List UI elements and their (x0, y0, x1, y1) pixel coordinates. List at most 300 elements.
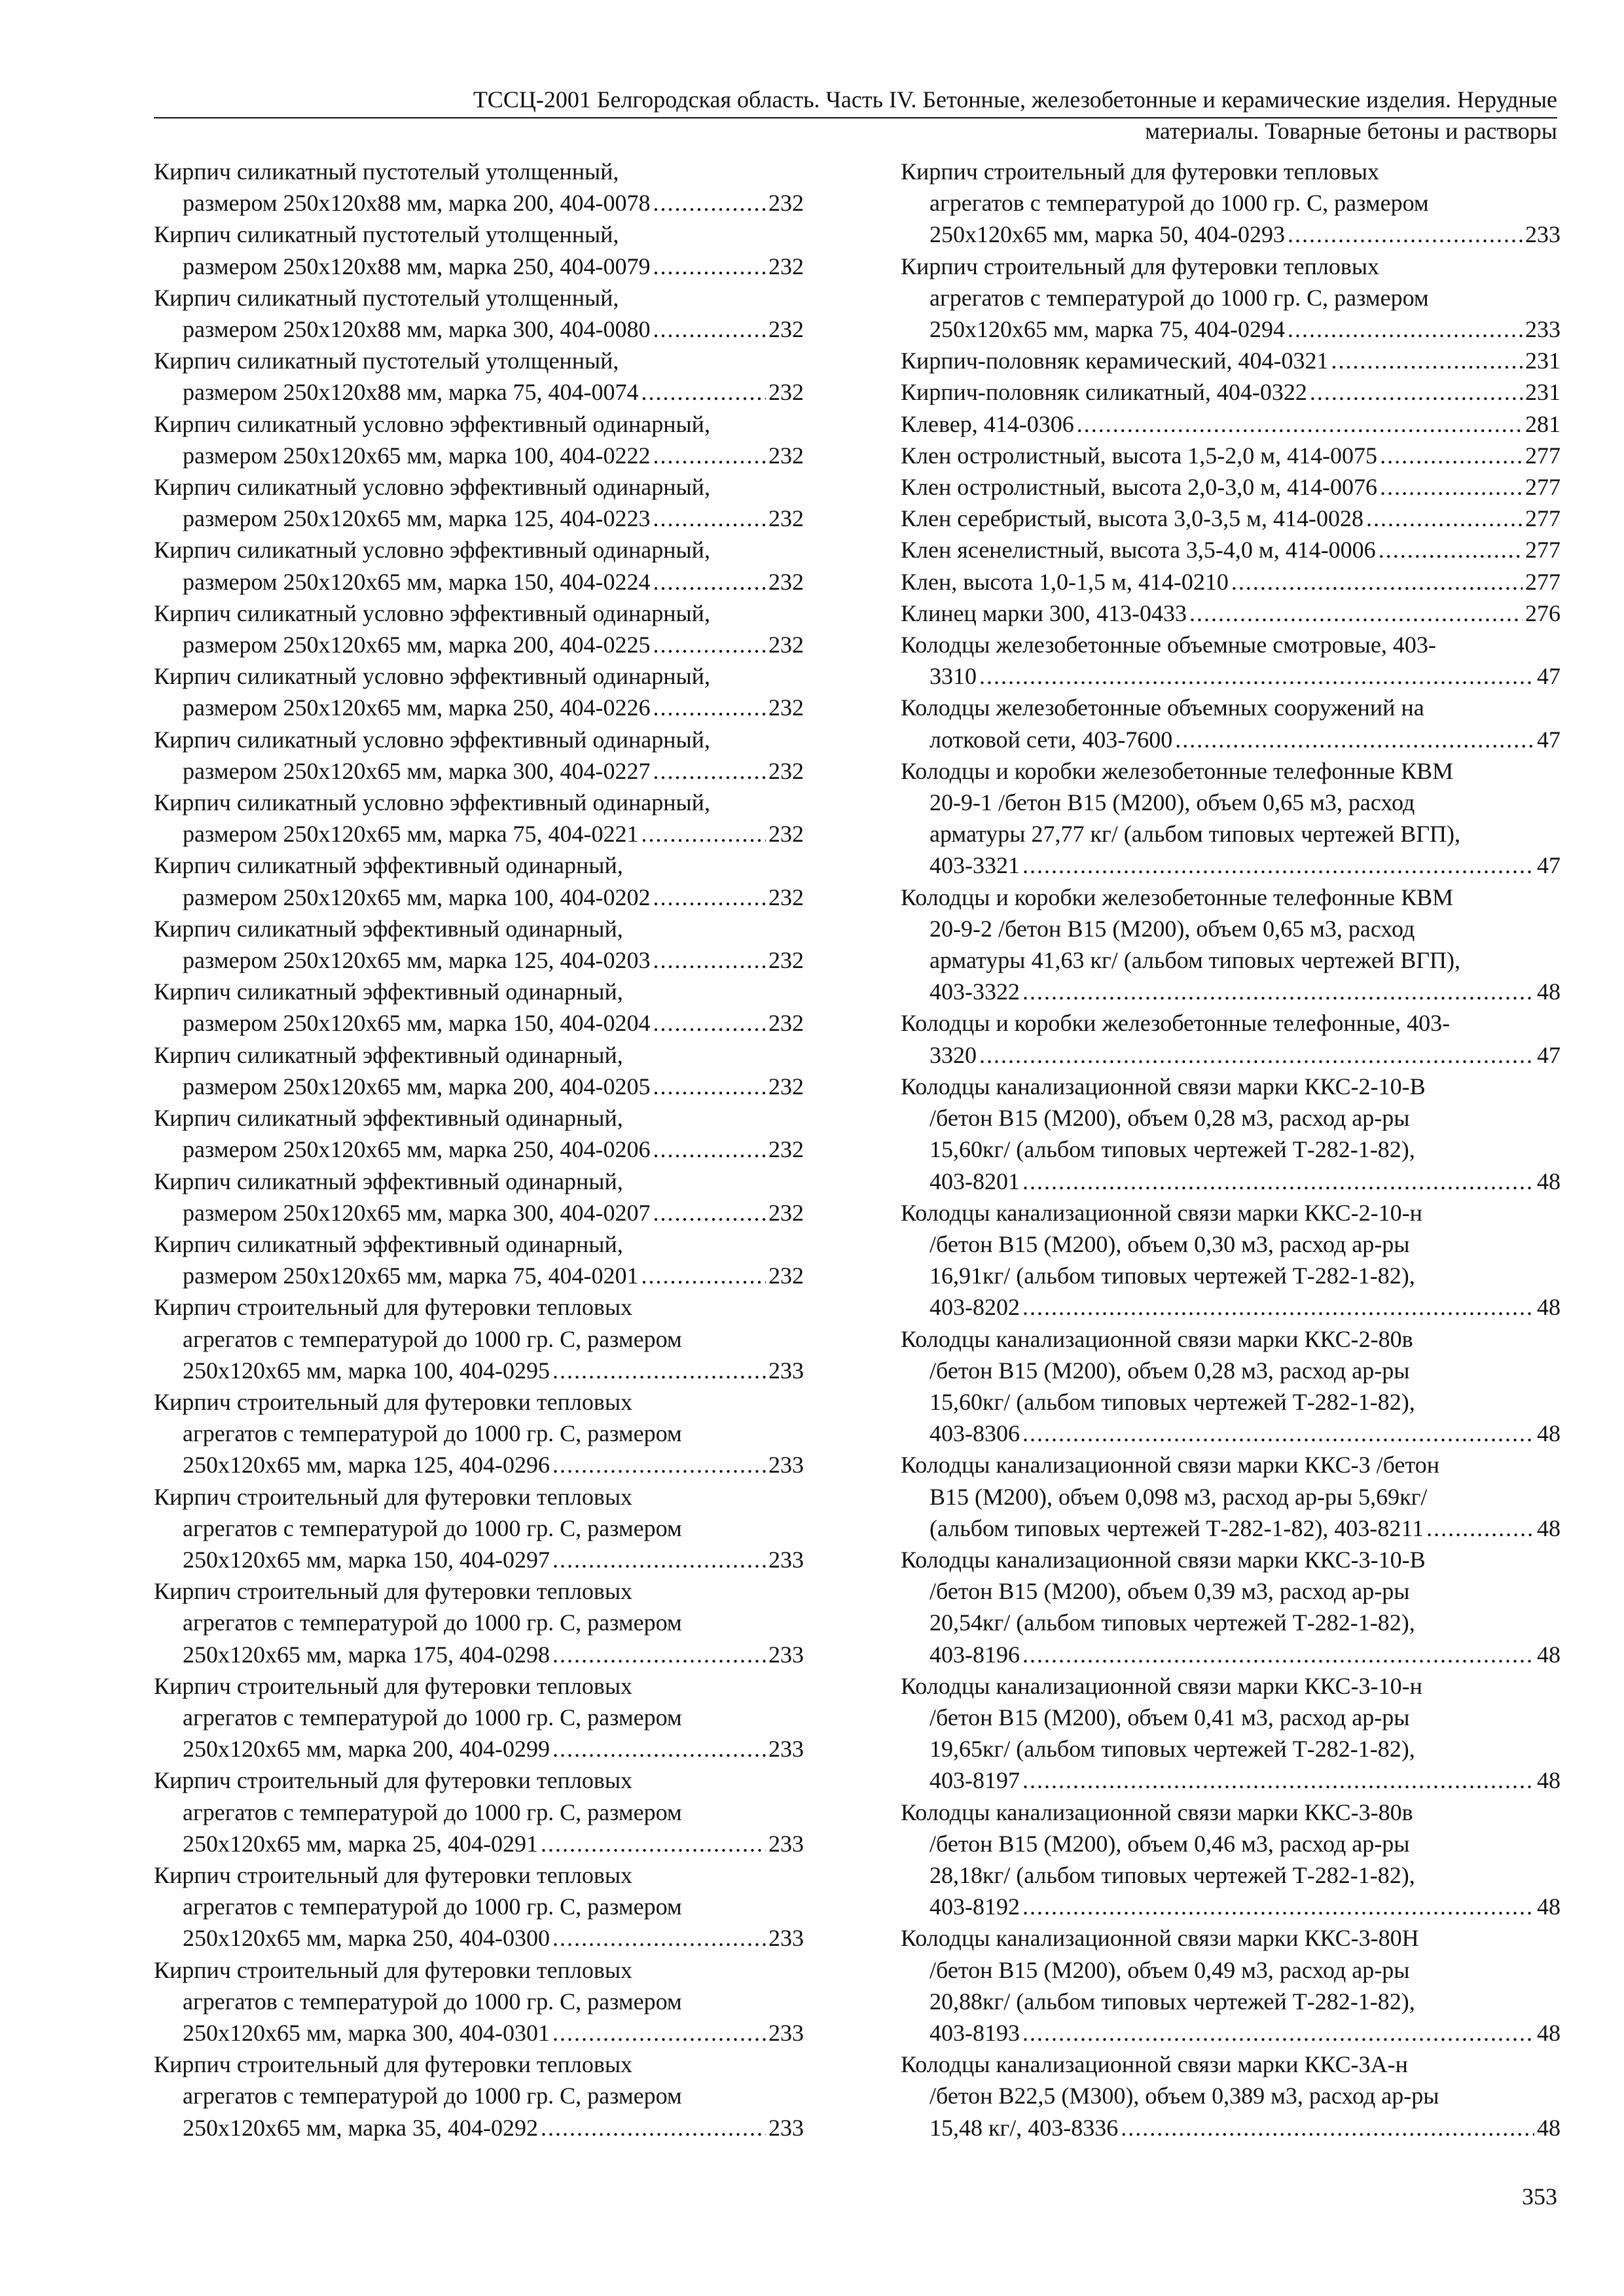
leader-dots (552, 1733, 766, 1765)
leader-dots (541, 1828, 766, 1859)
index-entry-last-line (901, 1418, 1561, 1449)
index-entry (154, 913, 804, 976)
index-entry (901, 1544, 1561, 1670)
index-entry-page-ref: 48 (1537, 1420, 1561, 1447)
index-entry-line: Кирпич строительный для футеровки тепловых (154, 1388, 633, 1415)
index-entry (154, 1102, 804, 1165)
index-entry (901, 1007, 1561, 1070)
index-entry-line: 16,91кг/ (альбом типовых чертежей Т-282-1-82), (929, 1263, 1415, 1289)
index-entry-line: агрегатов с температурой до 1000 гр. С, размером (183, 2083, 682, 2109)
index-entry-line: Колодцы железобетонные объемные смотровые, 403- (901, 632, 1436, 658)
index-entry-text: размером 250х120х65 мм, марка 250, 404-0206 (183, 1136, 651, 1163)
index-entry-text: 3310 (929, 663, 977, 690)
index-entry-text: 403-8197 (929, 1767, 1020, 1794)
index-entry-page-ref: 281 (1525, 410, 1561, 437)
index-entry-page-ref: 232 (768, 379, 804, 406)
index-entry-last-line (901, 724, 1561, 755)
index-entry-line: Колодцы канализационной связи марки ККС-3А-н (901, 2051, 1408, 2078)
index-entry-line: Кирпич силикатный пустотелый утолщенный, (154, 348, 619, 374)
index-entry-page-ref: 233 (768, 1830, 804, 1857)
index-entry-text: Клен, высота 1,0-1,5 м, 414-0210 (901, 568, 1229, 595)
index-entry-text: размером 250х120х65 мм, марка 100, 404-0222 (183, 442, 651, 469)
index-entry-line: Кирпич силикатный эффективный одинарный, (154, 1041, 623, 1068)
index-entry-page-ref: 231 (1525, 379, 1561, 406)
index-entry (154, 156, 804, 219)
index-entry (154, 1859, 804, 1954)
header-rule (154, 117, 1557, 118)
index-entry-text: размером 250х120х88 мм, марка 200, 404-0078 (183, 190, 651, 217)
leader-dots (1077, 408, 1523, 440)
index-entry-line: Колодцы канализационной связи марки ККС-3-80в (901, 1799, 1413, 1825)
index-entry (154, 787, 804, 850)
index-entry (154, 345, 804, 408)
index-entry-line: Кирпич силикатный условно эффективный одинарный, (154, 726, 710, 753)
index-entry-page-ref: 233 (1525, 221, 1561, 248)
index-entry-text: размером 250х120х65 мм, марка 125, 404-0223 (183, 505, 651, 532)
index-entry (901, 1797, 1561, 1923)
index-entry-line: Колодцы канализационной связи марки ККС-2-10-В (901, 1073, 1426, 1100)
leader-dots (1331, 345, 1523, 376)
index-entry-text: размером 250х120х88 мм, марка 250, 404-0079 (183, 253, 651, 279)
index-entry-page-ref: 232 (768, 505, 804, 532)
index-entry (901, 1449, 1561, 1544)
index-entry-line: арматуры 41,63 кг/ (альбом типовых чертежей ВГП), (929, 947, 1461, 974)
index-entry-page-ref: 232 (768, 1199, 804, 1226)
index-entry (901, 1670, 1561, 1797)
index-entry (154, 1481, 804, 1576)
index-entry (154, 1765, 804, 1859)
index-entry-line: Кирпич строительный для футеровки тепловых (901, 253, 1380, 279)
leader-dots (552, 1355, 766, 1386)
index-entry-last-line (901, 440, 1561, 471)
index-entry (154, 660, 804, 723)
index-entry-line: Колодцы и коробки железобетонные телефонные КВМ (901, 757, 1454, 784)
index-entry (154, 850, 804, 912)
index-entry (901, 440, 1561, 471)
leader-dots (653, 629, 766, 660)
index-entry-text: Клинец марки 300, 413-0433 (901, 600, 1187, 626)
index-entry (901, 566, 1561, 598)
leader-dots (1022, 1291, 1534, 1323)
index-entry-text: размером 250х120х65 мм, марка 200, 404-0205 (183, 1073, 651, 1100)
index-entry-text: 250х120х65 мм, марка 300, 404-0301 (183, 2019, 550, 2046)
index-entry-line: Кирпич силикатный эффективный одинарный, (154, 1230, 623, 1257)
index-entry-page-ref: 233 (768, 2114, 804, 2141)
index-entry-last-line (154, 1134, 804, 1165)
leader-dots (653, 882, 766, 913)
index-entry-page-ref: 233 (768, 1925, 804, 1952)
index-entry (154, 282, 804, 345)
index-entry-line: Колодцы канализационной связи марки ККС-2-10-н (901, 1199, 1422, 1226)
index-entry-text: 250х120х65 мм, марка 75, 404-0294 (929, 316, 1285, 343)
leader-dots (541, 2112, 766, 2144)
leader-dots (1288, 314, 1523, 345)
index-entry-last-line (901, 503, 1561, 534)
index-entry-last-line (154, 1355, 804, 1386)
leader-dots (1022, 1765, 1534, 1796)
index-entry-last-line (901, 2112, 1561, 2144)
index-entry-last-line (154, 1007, 804, 1039)
leader-dots (1022, 1418, 1534, 1449)
index-entry-last-line (901, 1291, 1561, 1323)
index-entry-line: Кирпич силикатный условно эффективный одинарный, (154, 789, 710, 816)
index-entry-page-ref: 277 (1525, 442, 1561, 469)
index-entry-page-ref: 232 (768, 1136, 804, 1163)
index-entry (154, 1954, 804, 2049)
index-entry-line: /бетон В15 (М200), объем 0,30 м3, расход ар-ры (929, 1230, 1410, 1257)
running-header (154, 84, 1557, 147)
index-entry-last-line (154, 1197, 804, 1229)
index-entry-last-line (154, 1260, 804, 1291)
leader-dots (1231, 566, 1523, 598)
index-entry-page-ref: 48 (1537, 1767, 1561, 1794)
index-entry-page-ref: 232 (768, 442, 804, 469)
index-entry-line: Кирпич строительный для футеровки тепловых (154, 1483, 633, 1510)
index-entry-last-line (154, 2112, 804, 2144)
index-entry-last-line (154, 944, 804, 976)
index-entry-text: 250х120х65 мм, марка 150, 404-0297 (183, 1546, 550, 1573)
index-entry-last-line (154, 755, 804, 787)
index-entry-page-ref: 277 (1525, 474, 1561, 501)
index-entry-page-ref: 47 (1537, 1041, 1561, 1068)
page-number: 353 (1522, 2183, 1557, 2210)
index-entry-last-line (901, 976, 1561, 1007)
leader-dots (1366, 503, 1523, 534)
leader-dots (552, 1544, 766, 1575)
index-entry-page-ref: 232 (768, 316, 804, 343)
index-entry-page-ref: 276 (1525, 600, 1561, 626)
leader-dots (979, 660, 1534, 692)
leader-dots (653, 1007, 766, 1039)
index-entry-last-line (154, 376, 804, 408)
index-entry-line: Кирпич силикатный эффективный одинарный, (154, 1168, 623, 1194)
index-entry-line: Кирпич строительный для футеровки тепловых (154, 1767, 633, 1794)
index-entry-page-ref: 232 (768, 1263, 804, 1289)
index-entry-page-ref: 277 (1525, 568, 1561, 595)
leader-dots (653, 187, 766, 219)
index-entry-text: Клен остролистный, высота 2,0-3,0 м, 414-0076 (901, 474, 1378, 501)
index-entry-text: 403-3321 (929, 852, 1020, 879)
index-entry-line: /бетон В15 (М200), объем 0,28 м3, расход ар-ры (929, 1357, 1410, 1384)
index-entry-last-line (901, 1891, 1561, 1922)
index-entry-page-ref: 232 (768, 821, 804, 848)
index-entry-text: лотковой сети, 403-7600 (929, 726, 1173, 753)
index-entry-text: размером 250х120х65 мм, марка 150, 404-0224 (183, 568, 651, 595)
index-entry (901, 345, 1561, 376)
index-entry-page-ref: 277 (1525, 505, 1561, 532)
index-entry-line: агрегатов с температурой до 1000 гр. С, размером (183, 1704, 682, 1731)
index-entry-last-line (154, 440, 804, 471)
index-entry-page-ref: 277 (1525, 537, 1561, 564)
leader-dots (653, 566, 766, 598)
index-entry (901, 376, 1561, 408)
index-entry-line: агрегатов с температурой до 1000 гр. С, размером (183, 1325, 682, 1352)
index-entry-text: Клен серебристый, высота 3,0-3,5 м, 414-0028 (901, 505, 1363, 532)
index-entry-last-line (901, 314, 1561, 345)
index-entry-page-ref: 232 (768, 1010, 804, 1037)
index-entry-page-ref: 48 (1537, 1168, 1561, 1194)
index-entry (901, 629, 1561, 692)
index-entry-page-ref: 47 (1537, 663, 1561, 690)
index-entry (154, 1386, 804, 1481)
leader-dots (653, 1134, 766, 1165)
index-entry (901, 598, 1561, 629)
index-entry-text: размером 250х120х65 мм, марка 200, 404-0225 (183, 632, 651, 658)
index-entry-line: Кирпич силикатный условно эффективный одинарный, (154, 474, 710, 501)
index-entry (901, 1071, 1561, 1197)
index-entry-last-line (901, 1166, 1561, 1197)
index-entry-text: 403-8306 (929, 1420, 1020, 1447)
index-entry-page-ref: 232 (768, 568, 804, 595)
index-entry-line: /бетон В15 (М200), объем 0,46 м3, расход ар-ры (929, 1830, 1410, 1857)
leader-dots (1022, 1166, 1534, 1197)
leader-dots (1380, 440, 1523, 471)
index-entry-last-line (901, 471, 1561, 503)
index-entry (901, 882, 1561, 1008)
index-entry-text: 403-8196 (929, 1641, 1020, 1668)
index-entry-text: размером 250х120х65 мм, марка 250, 404-0226 (183, 694, 651, 721)
index-entry (901, 408, 1561, 440)
index-entry-last-line (154, 1071, 804, 1102)
index-entry-line: Колодцы канализационной связи марки ККС-3-10-В (901, 1546, 1426, 1573)
index-entry (154, 724, 804, 787)
leader-dots (552, 2017, 766, 2049)
index-entry-line: Колодцы канализационной связи марки ККС-2-80в (901, 1325, 1413, 1352)
index-entry (154, 1039, 804, 1102)
index-entry-line: агрегатов с температурой до 1000 гр. С, размером (929, 190, 1429, 217)
index-entry-last-line (154, 2017, 804, 2049)
index-entry-page-ref: 233 (768, 1641, 804, 1668)
index-entry-line: /бетон В15 (М200), объем 0,28 м3, расход ар-ры (929, 1105, 1410, 1132)
index-entry-last-line (901, 408, 1561, 440)
index-entry-line: агрегатов с температурой до 1000 гр. С, размером (183, 1799, 682, 1825)
index-entry (154, 534, 804, 597)
index-entry-line: Колодцы канализационной связи марки ККС-3 /бетон (901, 1452, 1439, 1479)
index-entry-line: Колодцы и коробки железобетонные телефонные КВМ (901, 884, 1454, 910)
index-entry (154, 1166, 804, 1229)
index-entry (154, 1670, 804, 1765)
index-entry (901, 471, 1561, 503)
leader-dots (641, 376, 766, 408)
index-entry (901, 1197, 1561, 1323)
index-entry-text: Кирпич-половняк керамический, 404-0321 (901, 348, 1329, 374)
index-entry-text: 403-8202 (929, 1294, 1020, 1321)
index-entry-line: Кирпич силикатный условно эффективный одинарный, (154, 600, 710, 626)
index-entry-page-ref: 47 (1537, 726, 1561, 753)
index-entry-last-line (901, 376, 1561, 408)
index-entry (154, 976, 804, 1039)
index-entry-line: Кирпич силикатный пустотелый утолщенный, (154, 284, 619, 311)
index-entry-last-line (901, 345, 1561, 376)
index-column-right (901, 156, 1561, 2144)
index-entry-page-ref: 48 (1537, 1641, 1561, 1668)
index-entry (154, 1229, 804, 1291)
index-entry-line: Кирпич строительный для футеровки тепловых (901, 158, 1380, 185)
index-entry (901, 692, 1561, 755)
index-entry-last-line (901, 219, 1561, 250)
index-entry-page-ref: 48 (1537, 2114, 1561, 2141)
index-entry (154, 219, 804, 281)
index-entry-last-line (901, 1039, 1561, 1071)
index-entry-text: 403-8201 (929, 1168, 1020, 1194)
leader-dots (552, 1922, 766, 1954)
index-entry-line: Колодцы канализационной связи марки ККС-3-80Н (901, 1925, 1419, 1952)
index-entry (154, 408, 804, 471)
index-entry-line: /бетон В15 (М200), объем 0,41 м3, расход ар-ры (929, 1704, 1410, 1731)
index-entry-last-line (901, 660, 1561, 692)
index-entry-page-ref: 48 (1537, 1893, 1561, 1920)
index-entry (901, 503, 1561, 534)
index-entry-last-line (154, 251, 804, 282)
index-entry-line: 20-9-2 /бетон В15 (М200), объем 0,65 м3, расход (929, 915, 1415, 942)
index-entry-line: 28,18кг/ (альбом типовых чертежей Т-282-1-82), (929, 1861, 1415, 1888)
index-entry-page-ref: 48 (1537, 978, 1561, 1005)
index-entry-line: Кирпич строительный для футеровки тепловых (154, 1294, 633, 1321)
index-entry (154, 471, 804, 534)
index-entry-last-line (901, 1639, 1561, 1670)
index-entry-line: Кирпич строительный для футеровки тепловых (154, 1956, 633, 1983)
index-entry-last-line (154, 1639, 804, 1670)
index-entry-text: размером 250х120х65 мм, марка 100, 404-0202 (183, 884, 651, 910)
index-entry-text: 250х120х65 мм, марка 35, 404-0292 (183, 2114, 538, 2141)
index-entry-line: Колодцы и коробки железобетонные телефонные, 403- (901, 1010, 1451, 1037)
leader-dots (653, 251, 766, 282)
leader-dots (1121, 2112, 1534, 2144)
index-entry-line: агрегатов с температурой до 1000 гр. С, размером (183, 1609, 682, 1636)
index-entry-line: агрегатов с температурой до 1000 гр. С, размером (929, 284, 1429, 311)
leader-dots (641, 818, 766, 850)
leader-dots (653, 944, 766, 976)
leader-dots (653, 1071, 766, 1102)
leader-dots (1189, 598, 1523, 629)
index-entry-page-ref: 233 (768, 1357, 804, 1384)
index-entry-line: Кирпич силикатный эффективный одинарный, (154, 1105, 623, 1132)
index-entry (901, 251, 1561, 346)
leader-dots (1310, 376, 1523, 408)
leader-dots (641, 1260, 766, 1291)
index-entry-last-line (154, 1733, 804, 1765)
leader-dots (1022, 850, 1534, 881)
index-entry-last-line (154, 187, 804, 219)
index-entry-last-line (901, 598, 1561, 629)
leader-dots (653, 503, 766, 534)
index-entry-page-ref: 232 (768, 757, 804, 784)
index-entry-line: Кирпич силикатный условно эффективный одинарный, (154, 537, 710, 564)
index-entry-text: размером 250х120х65 мм, марка 150, 404-0204 (183, 1010, 651, 1037)
index-entry-line: агрегатов с температурой до 1000 гр. С, размером (183, 1988, 682, 2015)
index-entry-text: 3320 (929, 1041, 977, 1068)
index-entry-text: Клен ясенелистный, высота 3,5-4,0 м, 414-0006 (901, 537, 1376, 564)
index-entry-page-ref: 232 (768, 1073, 804, 1100)
index-entry-page-ref: 232 (768, 884, 804, 910)
leader-dots (552, 1449, 766, 1480)
index-entry-last-line (901, 534, 1561, 565)
index-entry-last-line (154, 503, 804, 534)
leader-dots (1022, 976, 1534, 1007)
leader-dots (1022, 1639, 1534, 1670)
index-entry-page-ref: 233 (768, 1736, 804, 1763)
index-entry-text: размером 250х120х65 мм, марка 300, 404-0227 (183, 757, 651, 784)
index-entry-text: Клевер, 414-0306 (901, 410, 1074, 437)
index-entry-line: Колодцы железобетонные объемных сооружений на (901, 694, 1424, 721)
index-entry-line: 15,60кг/ (альбом типовых чертежей Т-282-1-82), (929, 1136, 1415, 1163)
index-entry (154, 2049, 804, 2144)
index-entry-last-line (154, 1828, 804, 1859)
index-entry-page-ref: 48 (1537, 1294, 1561, 1321)
index-entry-page-ref: 233 (768, 1452, 804, 1479)
index-entry-text: размером 250х120х65 мм, марка 75, 404-0221 (183, 821, 639, 848)
index-entry-line: арматуры 27,77 кг/ (альбом типовых чертежей ВГП), (929, 821, 1461, 848)
index-entry-text: 250х120х65 мм, марка 175, 404-0298 (183, 1641, 550, 1668)
index-entry-last-line (154, 882, 804, 913)
index-entry-text: размером 250х120х88 мм, марка 300, 404-0080 (183, 316, 651, 343)
index-entry-line: агрегатов с температурой до 1000 гр. С, размером (183, 1515, 682, 1541)
index-entry-text: размером 250х120х88 мм, марка 75, 404-0074 (183, 379, 639, 406)
index-entry-last-line (154, 629, 804, 660)
index-entry-text: Кирпич-половняк силикатный, 404-0322 (901, 379, 1307, 406)
index-entry (901, 755, 1561, 882)
index-entry-last-line (154, 314, 804, 345)
leader-dots (653, 692, 766, 723)
leader-dots (1426, 1513, 1534, 1544)
index-entry-last-line (901, 850, 1561, 881)
index-column-left (154, 156, 804, 2144)
index-entry-text: размером 250х120х65 мм, марка 300, 404-0207 (183, 1199, 651, 1226)
index-entry-line: Кирпич силикатный пустотелый утолщенный, (154, 221, 619, 248)
index-entry-text: размером 250х120х65 мм, марка 75, 404-0201 (183, 1263, 639, 1289)
index-entry-line: Кирпич строительный для футеровки тепловых (154, 1861, 633, 1888)
index-entry-line: 20,54кг/ (альбом типовых чертежей Т-282-1-82), (929, 1609, 1415, 1636)
index-entry-line: /бетон В15 (М200), объем 0,49 м3, расход ар-ры (929, 1956, 1410, 1983)
leader-dots (653, 755, 766, 787)
index-entry-line: 15,60кг/ (альбом типовых чертежей Т-282-1-82), (929, 1388, 1415, 1415)
index-entry-line: Кирпич силикатный условно эффективный одинарный, (154, 663, 710, 690)
header-line-1: ТССЦ-2001 Белгородская область. Часть IV. Бетонные, железобетонные и керамические изделия. Нерудные (473, 86, 1557, 113)
index-entry-last-line (154, 1922, 804, 1954)
index-entry-line: Кирпич силикатный пустотелый утолщенный, (154, 158, 619, 185)
leader-dots (1379, 534, 1523, 565)
index-entry (901, 1922, 1561, 2049)
index-entry-page-ref: 232 (768, 947, 804, 974)
index-entry-line: Кирпич строительный для футеровки тепловых (154, 2051, 633, 2078)
leader-dots (1288, 219, 1523, 250)
index-entry-line: агрегатов с температурой до 1000 гр. С, размером (183, 1893, 682, 1920)
leader-dots (653, 1197, 766, 1229)
index-entry-last-line (154, 692, 804, 723)
index-entry-line: Кирпич строительный для футеровки тепловых (154, 1578, 633, 1605)
index-entry-page-ref: 48 (1537, 2019, 1561, 2046)
index-entry-line: Кирпич силикатный эффективный одинарный, (154, 852, 623, 879)
index-entry-line: /бетон В15 (М200), объем 0,39 м3, расход ар-ры (929, 1578, 1410, 1605)
index-entry-page-ref: 231 (1525, 348, 1561, 374)
leader-dots (1022, 1891, 1534, 1922)
leader-dots (552, 1639, 766, 1670)
index-entry-line: 19,65кг/ (альбом типовых чертежей Т-282-1-82), (929, 1736, 1415, 1763)
index-entry-page-ref: 47 (1537, 852, 1561, 879)
index-entry-last-line (901, 1513, 1561, 1544)
index-entry-line: Кирпич силикатный эффективный одинарный, (154, 915, 623, 942)
index-entry-page-ref: 232 (768, 632, 804, 658)
index-entry-page-ref: 233 (1525, 316, 1561, 343)
leader-dots (1022, 2017, 1534, 2049)
index-entry-page-ref: 233 (768, 2019, 804, 2046)
index-entry-last-line (154, 1449, 804, 1480)
index-entry-text: (альбом типовых чертежей Т-282-1-82), 403-8211 (929, 1515, 1424, 1541)
index-entry-last-line (901, 566, 1561, 598)
index-entry (154, 1291, 804, 1386)
index-entry-page-ref: 233 (768, 1546, 804, 1573)
index-entry-page-ref: 48 (1537, 1515, 1561, 1541)
